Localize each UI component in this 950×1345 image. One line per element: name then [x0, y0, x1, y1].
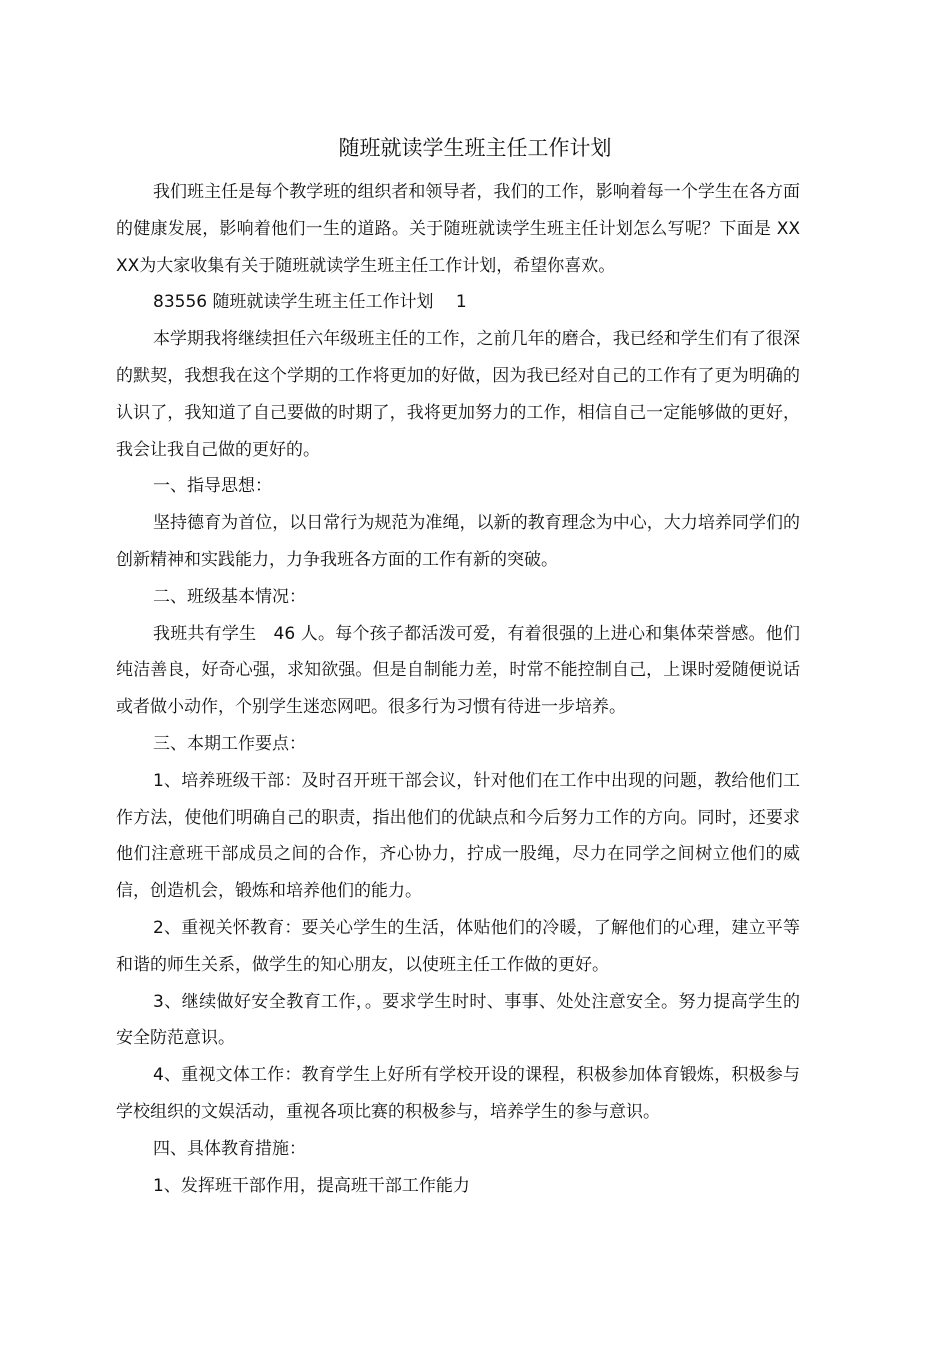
paragraph-work-point-2: 2、重视关怀教育：要关心学生的生活，体贴他们的冷暖，了解他们的心理，建立平等和谐的师生关系，做学生的知心朋友，以使班主任工作做的更好。	[116, 917, 800, 975]
paragraph-work-point-4: 4、重视文体工作：教育学生上好所有学校开设的课程，积极参加体育锻炼，积极参与学校组织的文娱活动，重视各项比赛的积极参与，培养学生的参与意识。	[116, 1065, 800, 1122]
paragraph-guiding-ideology: 坚持德育为首位，以日常行为规范为准绳，以新的教育理念为中心，大力培养同学们的创新精神和实践能力，力争我班各方面的工作有新的突破。	[116, 513, 800, 570]
section-heading-work-points: 三、本期工作要点：	[153, 733, 306, 754]
paragraph-work-point-3: 3、继续做好安全教育工作，。要求学生时时、事事、处处注意安全。努力提高学生的安全防范意识。	[116, 991, 800, 1049]
section-heading-guiding-ideology: 一、指导思想：	[153, 476, 272, 497]
document-title: 随班就读学生班主任工作计划	[338, 136, 612, 161]
paragraph-intro: 我们班主任是每个教学班的组织者和领导者，我们的工作，影响着每一个学生在各方面的健康发展，影响着他们一生的道路。关于随班就读学生班主任计划怎么写呢？下面是 XXXX为大家收集有关于随班就读学生班主任工作计划，希望你喜欢。	[116, 182, 800, 276]
paragraph-work-point-1: 1、培养班级干部：及时召开班干部会议，针对他们在工作中出现的问题，教给他们工作方法，使他们明确自己的职责，指出他们的优缺点和今后努力工作的方向。同时，还要求他们注意班干部成员之间的合作，齐心协力，拧成一股绳，尽力在同学之间树立他们的威信，创造机会，锻炼和培养他们的能力。	[116, 770, 800, 902]
document-body	[116, 174, 800, 1204]
paragraph-plan-heading: 83556 随班就读学生班主任工作计划 1	[153, 292, 467, 313]
paragraph-measure-1: 1、发挥班干部作用，提高班干部工作能力	[153, 1175, 470, 1196]
section-heading-class-situation: 二、班级基本情况：	[153, 586, 306, 607]
section-heading-measures: 四、具体教育措施：	[153, 1138, 306, 1159]
paragraph-class-situation: 我班共有学生 46 人。每个孩子都活泼可爱，有着很强的上进心和集体荣誉感。他们纯洁善良，好奇心强，求知欲强。但是自制能力差，时常不能控制自己，上课时爱随便说话或者做小动作，个别学生迷恋网吧。很多行为习惯有待进一步培养。	[116, 623, 800, 718]
paragraph-semester: 本学期我将继续担任六年级班主任的工作，之前几年的磨合，我已经和学生们有了很深的默契，我想我在这个学期的工作将更加的好做，因为我已经对自己的工作有了更为明确的认识了，我知道了自己要做的时期了，我将更加努力的工作，相信自己一定能够做的更好，我会让我自己做的更好的。	[116, 329, 800, 460]
